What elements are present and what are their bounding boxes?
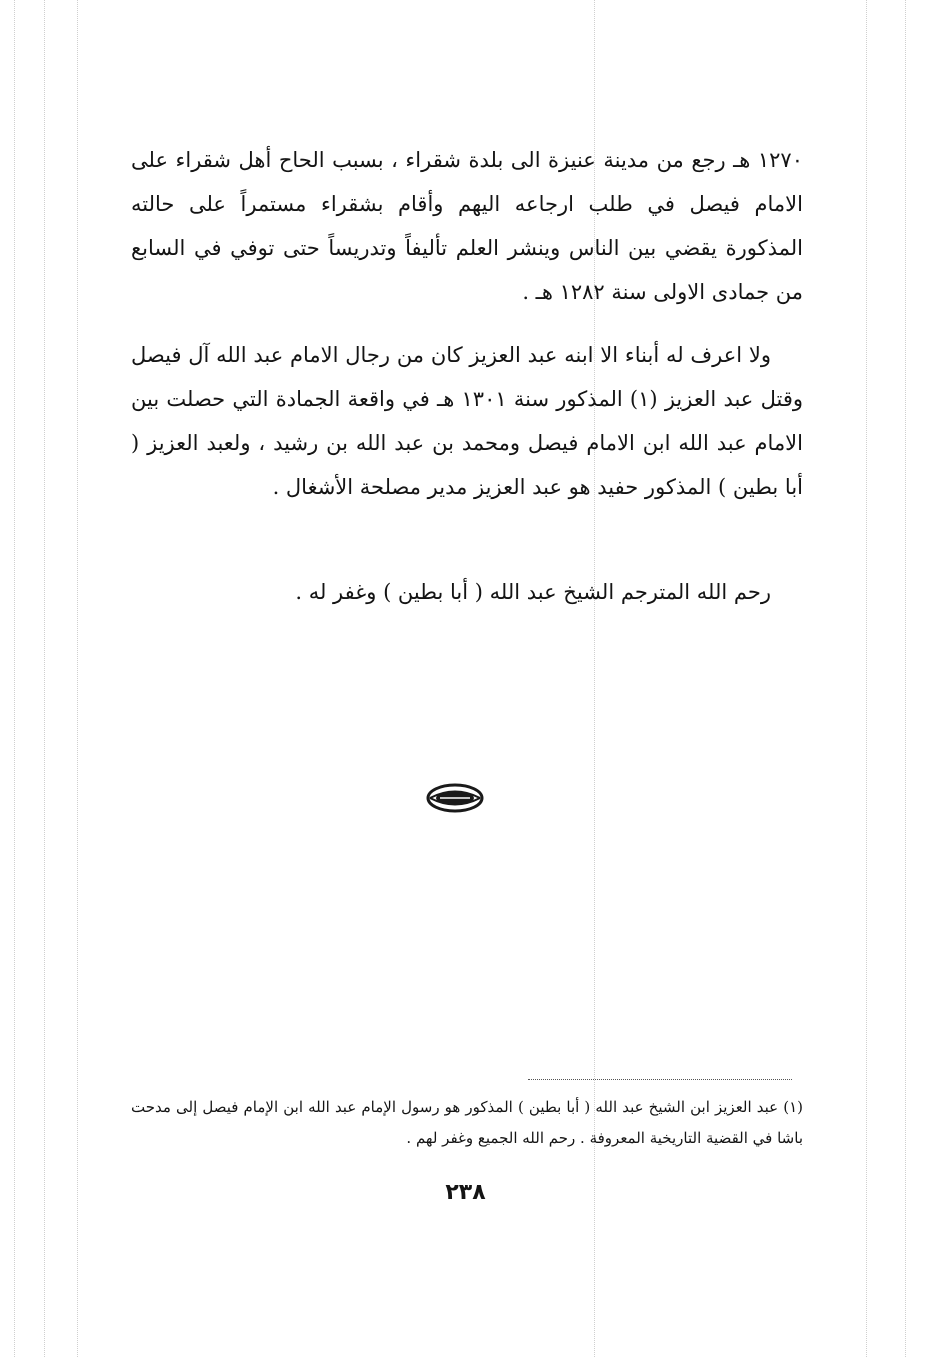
body-paragraph [131,570,803,614]
scan-artifact-line [905,0,906,1357]
footnote: (١) عبد العزيز ابن الشيخ عبد الله ( أبا بطين ) المذكور هو رسول الإمام عبد الله ابن الإمام فيصل إلى مدحت باشا في القضية التاريخية المعروفة . رحم الله الجميع وغفر لهم . [131,1098,803,1147]
paragraph-text: ١٢٧٠ هـ رجع من مدينة عنيزة الى بلدة شقراء ، بسبب الحاح أهل شقراء على الامام فيصل في طلب ارجاعه اليهم وأقام بشقراء مستمراً على حالته المذكورة يقضي بين الناس وينشر العلم تأليفاً وتدريساً حتى توفي في السابع من جمادى الاولى سنة ١٢٨٢ هـ . [131,148,803,304]
scan-artifact-line [44,0,45,1357]
ornament-divider-icon [424,781,486,815]
scan-artifact-line [77,0,78,1357]
body-paragraph [131,333,803,509]
scan-artifact-line [866,0,867,1357]
scan-artifact-line [14,0,15,1357]
page-number: ٢٣٨ [445,1180,486,1205]
body-paragraph [131,138,803,314]
paragraph-text: ولا اعرف له أبناء الا ابنه عبد العزيز كان من رجال الامام عبد الله آل فيصل وقتل عبد العزيز (١) المذكور سنة ١٣٠١ هـ في واقعة الجمادة التي حصلت بين الامام عبد الله ابن الامام فيصل ومحمد بن عبد الله بن رشيد ، ولعبد العزيز ( أبا بطين ) المذكور حفيد هو عبد العزيز مدير مصلحة الأشغال . [131,343,803,499]
footnote-separator [528,1079,792,1080]
paragraph-text: رحم الله المترجم الشيخ عبد الله ( أبا بطين ) وغفر له . [295,580,771,604]
